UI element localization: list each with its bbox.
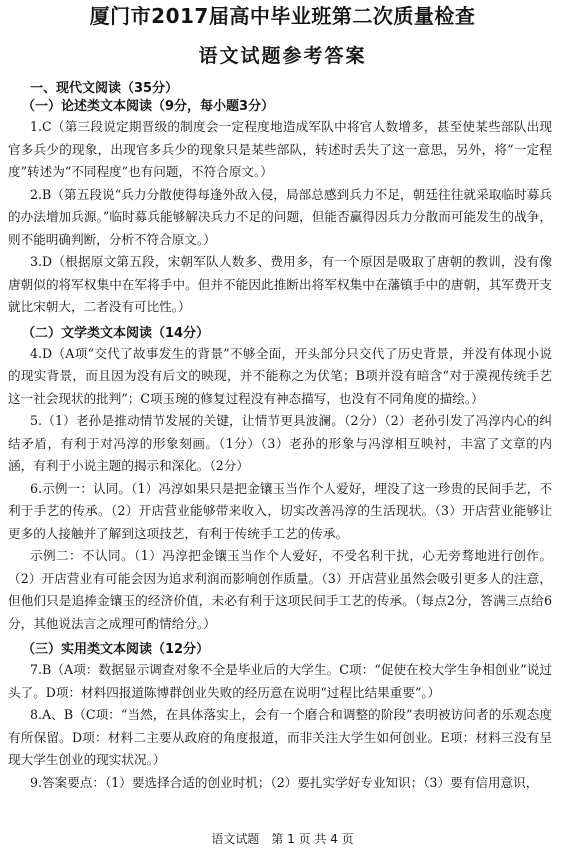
part-heading-literary: （二）文学类文本阅读（14分） [22,325,210,341]
answer-q2: 2.B（第五段说“兵力分散使得每逢外敌入侵，局部总感到兵力不足，朝廷往往就采取临时募兵的办法增加兵源。”临时募兵能够解决兵力不足的问题，但能否赢得因兵力分散而可能发生的战争，则不能明确判断，分析不符合原文。） [8,186,552,247]
answer-content [8,78,552,794]
answer-q9: 9.答案要点：（1）要选择合适的创业时机；（2）要扎实学好专业知识；（3）要有信用意识， [30,774,539,790]
part-heading-practical: （三）实用类文本阅读（12分） [22,642,210,657]
section-heading-reading: 一、现代文阅读（35分） [30,81,179,96]
part-heading-argumentative: （一）论述类文本阅读（9分，每小题3分） [22,99,275,114]
answer-q5: 5.（1）老孙是推动情节发展的关键，让情节更具波澜。（2分）（2）老孙引发了冯淳内心的纠结矛盾，有利于对冯淳的形象刻画。（1分）（3）老孙的形象与冯淳相互映衬，丰富了文章的内涵，有利于小说主题的揭示和深化。（2分） [8,413,552,473]
exam-subtitle: 语文试题参考答案 [198,45,367,67]
answer-q3: 3.D（根据原文第五段，宋朝军队人数多、费用多，有一个原因是吸取了唐朝的教训，没有像唐朝似的将军权集中在军将手中。但并不能因此推断出将军权集中在藩镇手中的唐朝，其军费开支就比宋朝大，二者没有可比性。） [8,254,552,314]
answer-q8: 8.A、B（C项：“当然，在具体落实上，会有一个磨合和调整的阶段”表明被访问者的乐观态度有所保留。D项：材料二主要从政府的角度报道，而非关注大学生如何创业。E项：材料三没有呈现大学生创业的现实状况。） [8,707,552,767]
answer-q6-example1: 6.示例一：认同。（1）冯淳如果只是把金镶玉当作个人爱好，埋没了这一珍贵的民间手艺，不利于手艺的传承。（2）开店营业能够带来收入，切实改善冯淳的生活现状。（3）开店营业能够让更多的人接触并了解到这项技艺，有利于传统手工艺的传承。 [8,480,552,541]
answer-q6-example2: 示例二：不认同。（1）冯淳把金镶玉当作个人爱好，不受名利干扰，心无旁骛地进行创作。（2）开店营业有可能会因为追求利润而影响创作质量。（3）开店营业虽然会吸引更多人的注意，但他们只是追捧金镶玉的经济价值，未必有利于这项民间手工艺的传承。（每点2分，答满三点给6分，其他说法言之成理可酌情给分。） [8,548,552,631]
answer-q1: 1.C（第三段说定期晋级的制度会一定程度地造成军队中将官人数增多，甚至使某些部队出现官多兵少的现象，出现官多兵少的现象只是某些部队，转述时丢失了这一意思，另外，将“一定程度”转述为“不同程度”也有问题，不符合原文。） [8,119,552,179]
exam-title: 厦门市2017届高中毕业班第二次质量检查 [89,4,476,28]
answer-q4: 4.D（A项“交代了故事发生的背景”不够全面，开头部分只交代了历史背景，并没有体现小说的现实背景，而且因为没有后文的映现，并不能称之为伏笔；B项并没有暗含“对于漠视传统手艺这一社会现状的批判”；C项玉琬的修复过程没有神态描写，也没有不同角度的描绘。） [8,345,552,406]
page-footer: 语文试题 第 1 页 共 4 页 [211,832,354,846]
answer-q7: 7.B（A项：数据显示调查对象不全是毕业后的大学生。C项：“促使在校大学生争相创业”说过头了。D项：材料四报道陈博群创业失败的经历意在说明“过程比结果重要”。） [8,662,552,700]
